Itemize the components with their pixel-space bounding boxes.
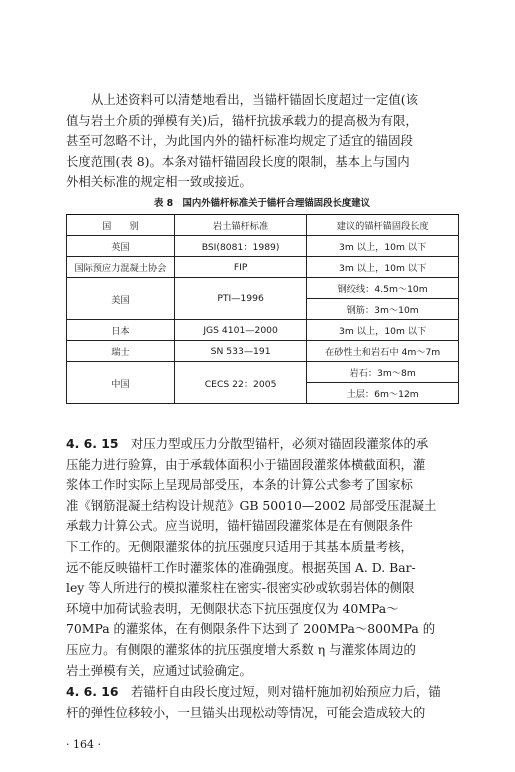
country-cell: 日本	[67, 320, 175, 341]
text-line: ley 等人所进行的模拟灌浆柱在密实-很密实砂或软弱岩体的侧限	[66, 580, 415, 596]
table-row	[67, 320, 459, 341]
column-header: 岩土锚杆标准	[174, 215, 306, 236]
text-run: 对压力型或压力分散型锚杆，必须对锚固段灌浆体的承	[118, 436, 429, 451]
text-line	[66, 682, 458, 703]
country-cell: 中国	[67, 362, 175, 404]
text-line: 70MPa 的灌浆体，在有侧限条件下达到了 200MPa～800MPa 的	[66, 621, 436, 637]
text-line: 环境中加荷试验表明，无侧限状态下抗压强度仅为 40MPa～	[66, 600, 399, 616]
table-row	[67, 341, 459, 362]
country-cell: 美国	[67, 278, 175, 320]
text-line: 值与岩土介质的弹模有关)后，锚杆抗拔承载力的提高极为有限，	[66, 112, 418, 128]
standard-cell: FIP	[174, 257, 306, 278]
text-run: 若锚杆自由段长度过短，则对锚杆施加初始预应力后，锚	[118, 684, 441, 699]
standard-cell: CECS 22：2005	[174, 362, 306, 404]
standard-cell: JGS 4101—2000	[174, 320, 306, 341]
country-cell: 瑞士	[67, 341, 175, 362]
column-header: 建议的锚杆锚固段长度	[307, 215, 459, 236]
standard-cell: PTI—1996	[174, 278, 306, 320]
length-cell: 在砂性土和岩石中 4m～7m	[307, 341, 459, 362]
section-4-6-16	[66, 682, 458, 723]
table-caption: 表 8 国内外锚杆标准关于锚杆合理锚固段长度建议	[153, 198, 371, 209]
table-row	[67, 257, 459, 278]
table-row	[67, 236, 459, 257]
page-number: · 164 ·	[66, 738, 101, 751]
section-number: 4. 6. 15	[66, 436, 119, 451]
length-cell: 钢筋：3m～10m	[307, 299, 459, 320]
text-line: 从上述资料可以清楚地看出，当锚杆锚固长度超过一定值(该	[91, 92, 418, 107]
length-cell: 3m 以上，10m 以下	[307, 257, 459, 278]
table-row	[67, 362, 459, 383]
text-line: 压应力。有侧限的灌浆体的抗压强度增大系数 η 与灌浆体周边的	[66, 641, 416, 657]
text-line	[66, 434, 458, 455]
text-line: 甚至可忽略不计，为此国内外的锚杆标准均规定了适宜的锚固段	[66, 133, 413, 149]
length-cell: 钢绞线：4.5m～10m	[307, 278, 459, 299]
text-line: 准《钢筋混凝土结构设计规范》GB 50010—2002 局部受压混凝土	[66, 497, 437, 513]
country-cell: 国际预应力混凝土协会	[67, 257, 175, 278]
text-line: 长度范围(表 8)。本条对锚杆锚固段长度的限制，基本上与国内	[66, 153, 410, 169]
length-cell: 3m 以上，10m 以下	[307, 320, 459, 341]
section-4-6-15	[66, 434, 458, 681]
standard-cell: BSI(8081：1989)	[174, 236, 306, 257]
text-line: 浆体工作时实际上呈现局部受压，本条的计算公式参考了国家标	[66, 477, 413, 493]
text-line: 外相关标准的规定相一致或接近。	[66, 174, 252, 190]
column-header: 国 别	[67, 215, 175, 236]
table-row	[67, 278, 459, 299]
country-cell: 英国	[67, 236, 175, 257]
text-line: 压能力进行验算，由于承载体面积小于锚固段灌浆体横截面积，灌	[66, 456, 426, 472]
text-line: 杆的弹性位移较小，一旦锚头出现松动等情况，可能会造成较大的	[66, 704, 426, 720]
text-line: 下工作的。无侧限灌浆体的抗压强度只适用于其基本质量考核，	[66, 538, 413, 554]
standard-cell: SN 533—191	[174, 341, 306, 362]
length-cell: 土层：6m～12m	[307, 383, 459, 404]
length-cell: 岩石：3m～8m	[307, 362, 459, 383]
text-line: 远不能反映锚杆工作时灌浆体的准确强度。根据英国 A. D. Bar-	[66, 559, 416, 575]
text-line: 岩土弹模有关，应通过试验确定。	[66, 662, 252, 678]
table-header-row	[67, 215, 459, 236]
intro-paragraph	[66, 90, 458, 193]
anchor-length-table	[66, 214, 459, 404]
text-line: 承载力计算公式。应当说明，锚杆锚固段灌浆体是在有侧限条件	[66, 518, 413, 534]
length-cell: 3m 以上，10m 以下	[307, 236, 459, 257]
section-number: 4. 6. 16	[66, 684, 119, 699]
